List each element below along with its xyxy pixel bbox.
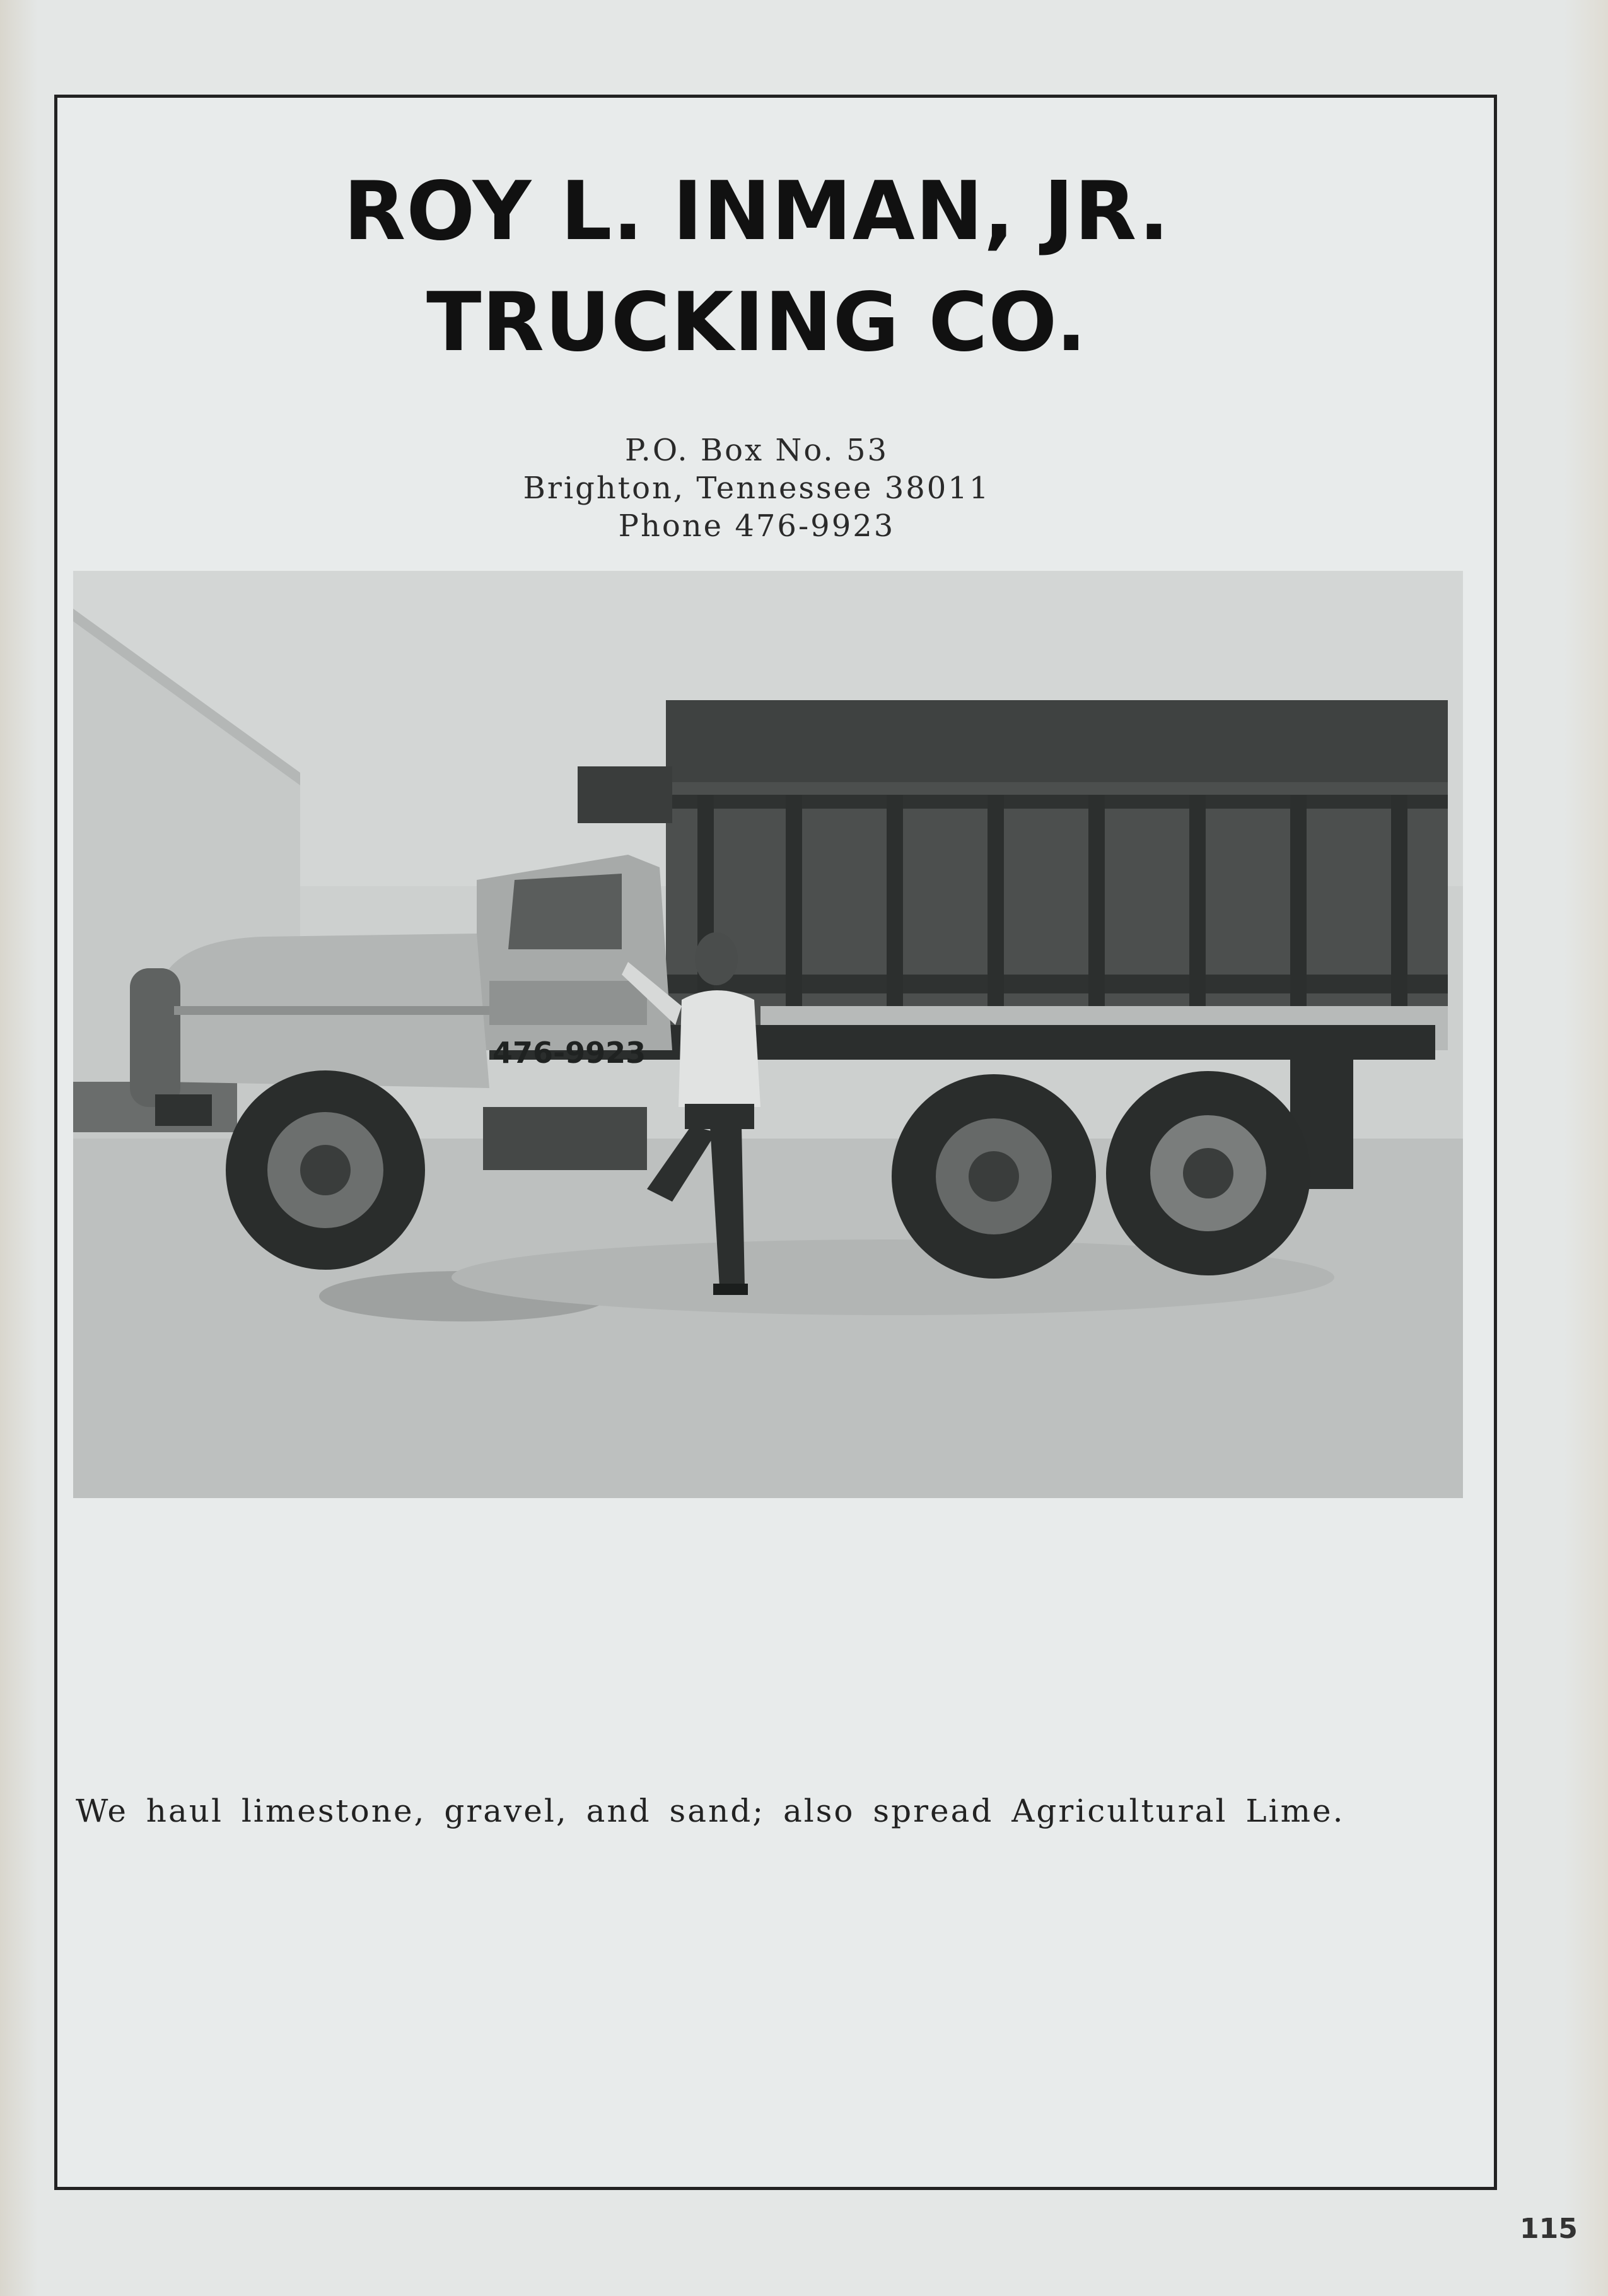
company-name-line2: TRUCKING CO. (426, 276, 1087, 370)
truck-photo-illustration (73, 571, 1463, 1498)
paper-edge-right (1564, 0, 1608, 2296)
services-tagline: We haul limestone, gravel, and sand; also spread Agricultural Lime. (76, 1793, 1345, 1829)
company-name-line1: ROY L. INMAN, JR. (343, 165, 1170, 259)
dump-body-top (666, 700, 1448, 782)
address-phone: Phone 476-9923 (618, 508, 895, 544)
dump-body (666, 782, 1448, 1034)
door-phone-lettering: 476-9923 (492, 1036, 646, 1070)
spare-tire (130, 968, 180, 1107)
address-po-box: P.O. Box No. 53 (624, 433, 889, 468)
cab-window (508, 874, 622, 949)
page-number: 115 (1520, 2213, 1578, 2245)
truck-photo (73, 571, 1463, 1498)
address-city-state: Brighton, Tennessee 38011 (523, 471, 991, 506)
